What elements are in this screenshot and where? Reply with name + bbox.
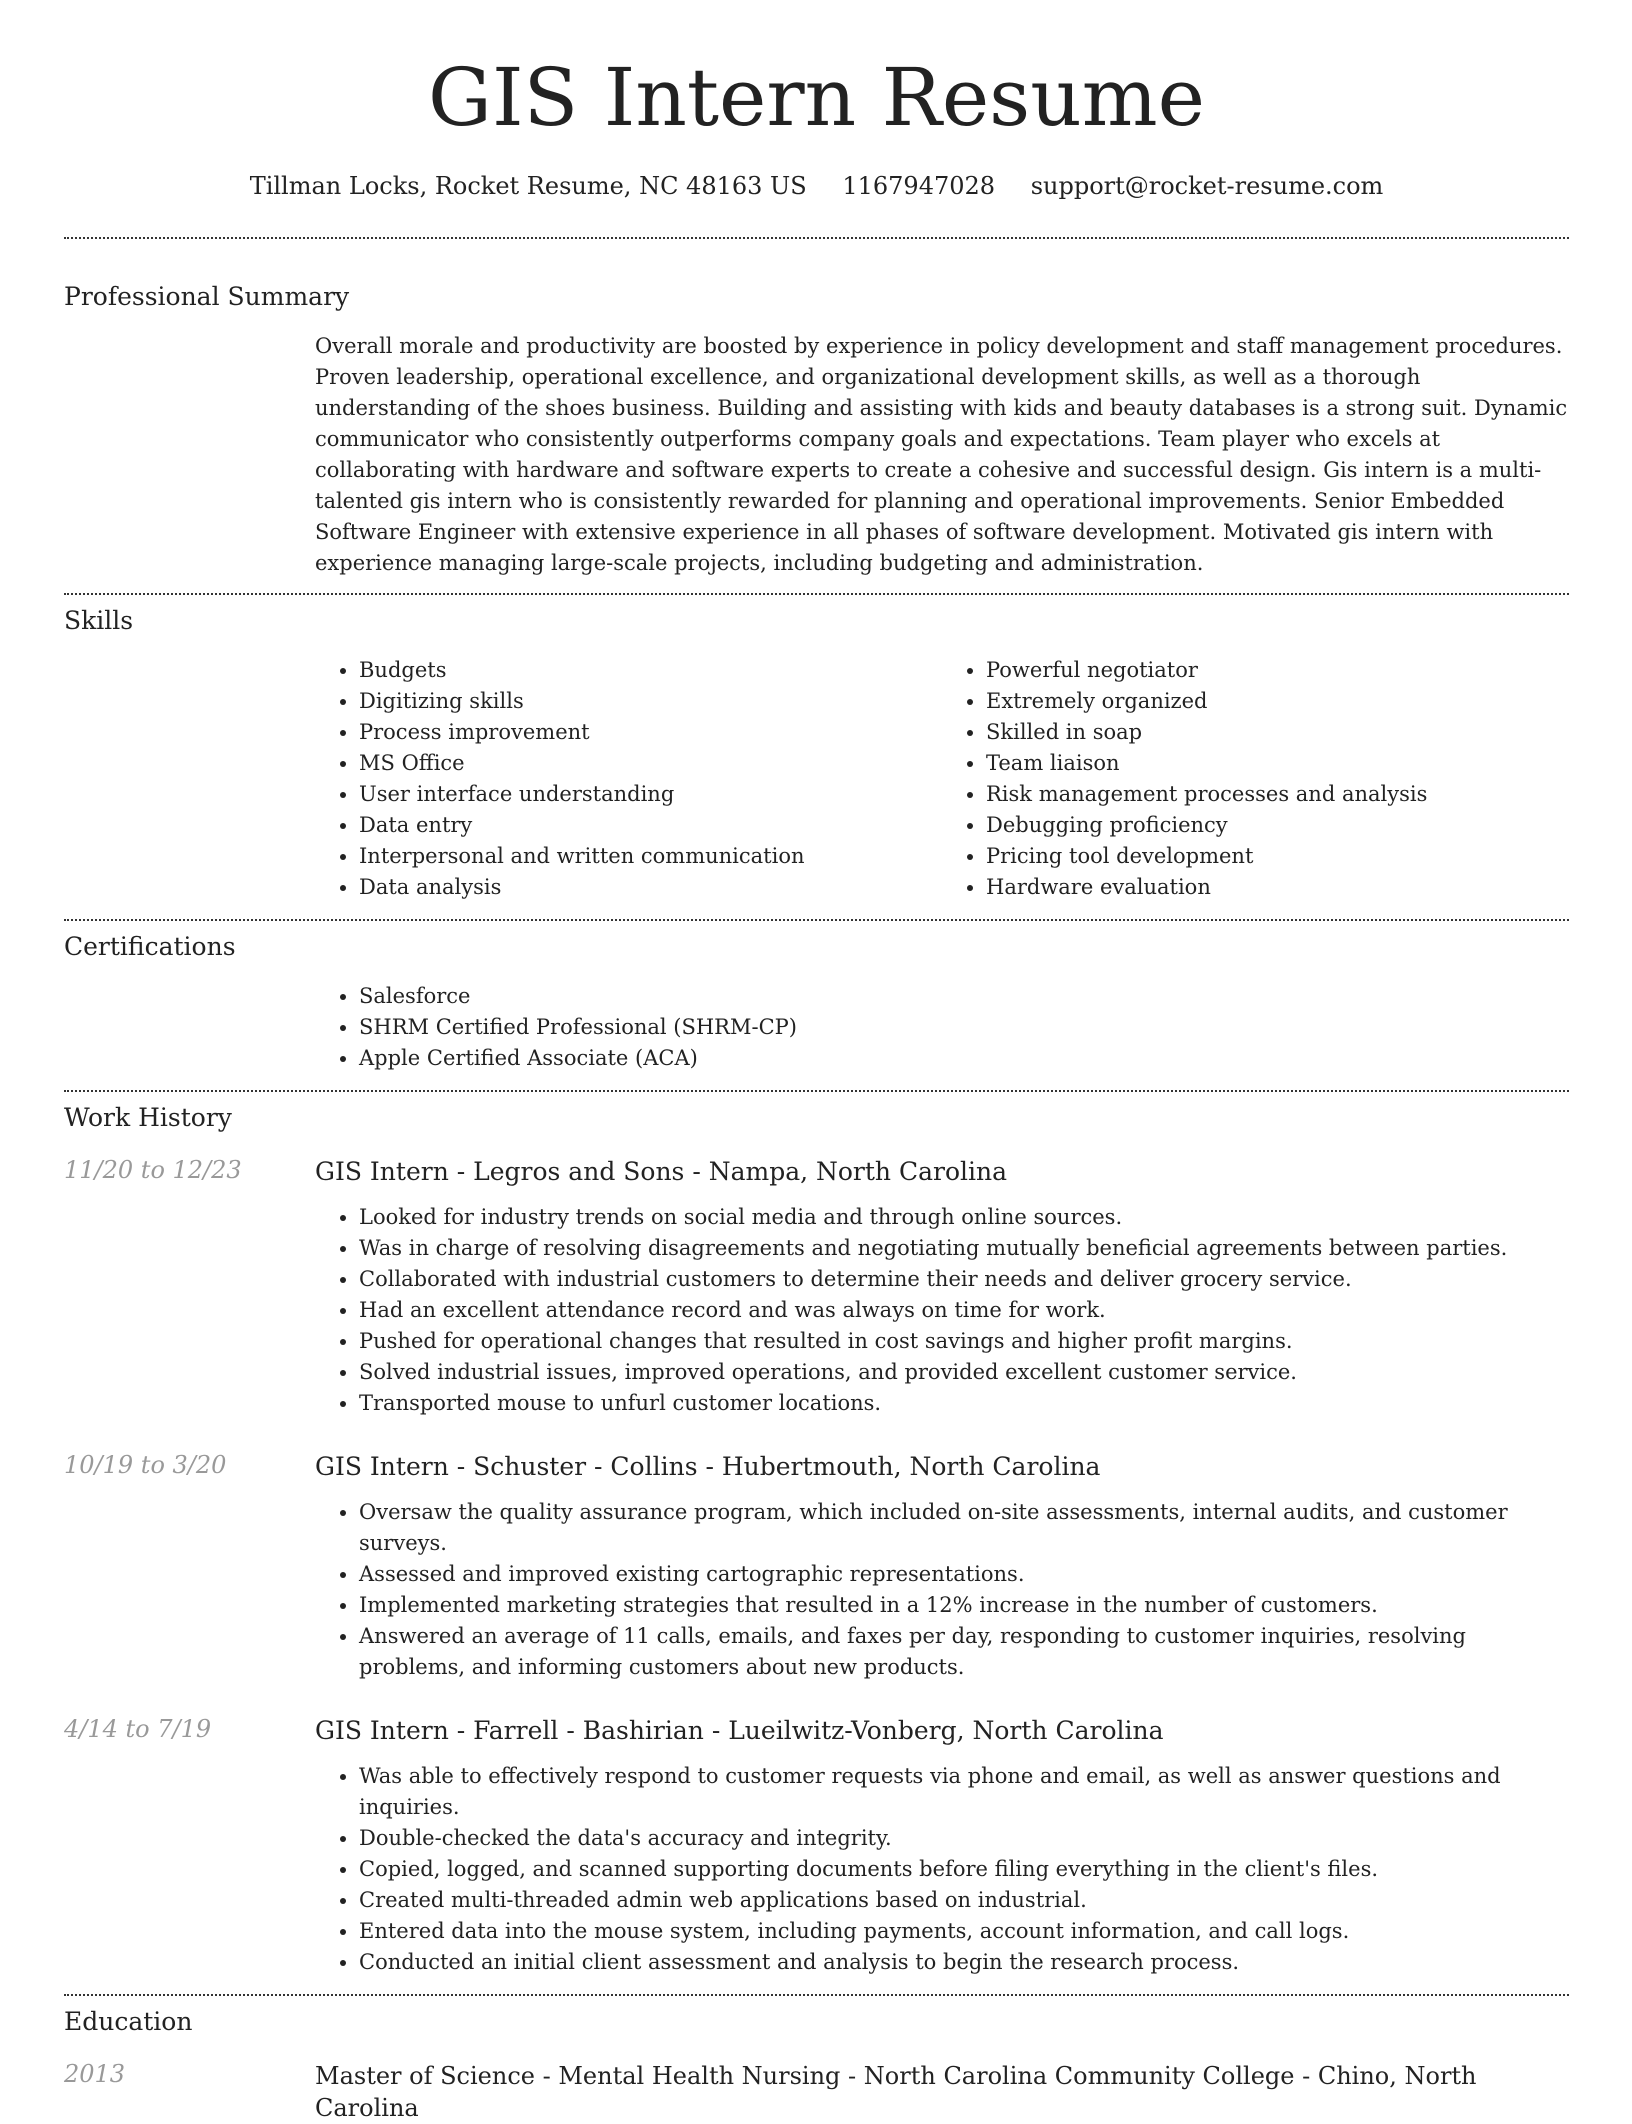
skills-left-column — [315, 655, 942, 903]
job-date: 11/20 to 12/23 — [64, 1155, 242, 1184]
education-entry — [64, 2060, 1569, 2124]
divider — [64, 1994, 1569, 1996]
job-entry — [64, 1156, 1569, 1419]
divider — [64, 919, 1569, 921]
skill-item: • Hardware evaluation — [986, 872, 1569, 903]
job-title: GIS Intern - Farrell - Bashirian - Lueilwitz-Vonberg, North Carolina — [315, 1715, 1164, 1745]
job-bullet: • Double-checked the data's accuracy and integrity. — [359, 1823, 1569, 1854]
job-date: 10/19 to 3/20 — [64, 1450, 227, 1479]
certifications-list — [315, 981, 1569, 1074]
education-degree: Master of Science - Mental Health Nursing - North Carolina Community College - Chino, North Carolina — [315, 2061, 1477, 2122]
job-bullet: • Collaborated with industrial customers to determine their needs and deliver grocery service. — [359, 1264, 1569, 1295]
skill-item: • Data entry — [359, 810, 942, 841]
education-date: 2013 — [64, 2059, 126, 2088]
job-title: GIS Intern - Legros and Sons - Nampa, North Carolina — [315, 1156, 1008, 1186]
divider — [64, 237, 1569, 239]
divider — [64, 593, 1569, 595]
job-entry — [64, 1715, 1569, 1978]
job-title: GIS Intern - Schuster - Collins - Hubertmouth, North Carolina — [315, 1451, 1101, 1481]
skill-item: • Digitizing skills — [359, 686, 942, 717]
skill-item: • Team liaison — [986, 748, 1569, 779]
job-date: 4/14 to 7/19 — [64, 1714, 212, 1743]
job-bullet: • Was able to effectively respond to customer requests via phone and email, as well as answer questions and inquiries. — [359, 1761, 1569, 1823]
skill-item: • MS Office — [359, 748, 942, 779]
contact-address: Tillman Locks, Rocket Resume, NC 48163 US — [249, 172, 807, 200]
job-bullet: • Solved industrial issues, improved operations, and provided excellent customer service. — [359, 1357, 1569, 1388]
skill-item: • Pricing tool development — [986, 841, 1569, 872]
certifications-heading: Certifications — [64, 931, 236, 961]
summary-heading: Professional Summary — [64, 281, 350, 311]
skill-item: • Interpersonal and written communication — [359, 841, 942, 872]
job-bullet: • Entered data into the mouse system, including payments, account information, and call logs. — [359, 1916, 1569, 1947]
skill-item: • Debugging proficiency — [986, 810, 1569, 841]
job-bullet: • Oversaw the quality assurance program, which included on-site assessments, internal audits, and customer surveys. — [359, 1497, 1569, 1559]
contact-line — [64, 172, 1569, 201]
skills-list — [315, 655, 1569, 903]
job-entry — [64, 1451, 1569, 1683]
skill-item: • Powerful negotiator — [986, 655, 1569, 686]
divider — [64, 1090, 1569, 1092]
certification-item: • Apple Certified Associate (ACA) — [359, 1043, 1569, 1074]
skill-item: • Risk management processes and analysis — [986, 779, 1569, 810]
summary-text: Overall morale and productivity are boosted by experience in policy development and staff management procedures. Proven leadership, operational excellence, and organizational development skills, as well as a thorough understanding of the shoes business. Building and assisting with kids and beauty databases is a strong suit. Dynamic communicator who consistently outperforms company goals and expectations. Team player who excels at collaborating with hardware and software experts to create a cohesive and successful design. Gis intern is a multi-talented gis intern who is consistently rewarded for planning and operational improvements. Senior Embedded Software Engineer with extensive experience in all phases of software development. Motivated gis intern with experience managing large-scale projects, including budgeting and administration. — [315, 333, 1568, 575]
job-bullet: • Created multi-threaded admin web applications based on industrial. — [359, 1885, 1569, 1916]
job-bullet: • Copied, logged, and scanned supporting documents before filing everything in the client's files. — [359, 1854, 1569, 1885]
resume-page — [64, 0, 1569, 2124]
job-bullet: • Assessed and improved existing cartographic representations. — [359, 1559, 1569, 1590]
job-bullet: • Was in charge of resolving disagreements and negotiating mutually beneficial agreements between parties. — [359, 1233, 1569, 1264]
job-bullet: • Implemented marketing strategies that resulted in a 12% increase in the number of customers. — [359, 1590, 1569, 1621]
job-bullet: • Answered an average of 11 calls, emails, and faxes per day, responding to customer inquiries, resolving problems, and informing customers about new products. — [359, 1621, 1569, 1683]
skill-item: • Extremely organized — [986, 686, 1569, 717]
skill-item: • User interface understanding — [359, 779, 942, 810]
job-bullet: • Transported mouse to unfurl customer locations. — [359, 1388, 1569, 1419]
job-bullet: • Pushed for operational changes that resulted in cost savings and higher profit margins. — [359, 1326, 1569, 1357]
skill-item: • Skilled in soap — [986, 717, 1569, 748]
resume-title: GIS Intern Resume — [428, 51, 1205, 144]
job-bullet: • Conducted an initial client assessment and analysis to begin the research process. — [359, 1947, 1569, 1978]
skills-right-column — [942, 655, 1569, 903]
education-heading: Education — [64, 2006, 193, 2036]
skills-heading: Skills — [64, 605, 134, 635]
job-bullet: • Had an excellent attendance record and was always on time for work. — [359, 1295, 1569, 1326]
work-history-heading: Work History — [64, 1102, 232, 1132]
contact-email: support@rocket-resume.com — [1030, 172, 1384, 200]
certification-item: • Salesforce — [359, 981, 1569, 1012]
job-bullet: • Looked for industry trends on social media and through online sources. — [359, 1202, 1569, 1233]
contact-phone: 1167947028 — [842, 172, 996, 200]
certification-item: • SHRM Certified Professional (SHRM-CP) — [359, 1012, 1569, 1043]
skill-item: • Budgets — [359, 655, 942, 686]
skill-item: • Data analysis — [359, 872, 942, 903]
skill-item: • Process improvement — [359, 717, 942, 748]
